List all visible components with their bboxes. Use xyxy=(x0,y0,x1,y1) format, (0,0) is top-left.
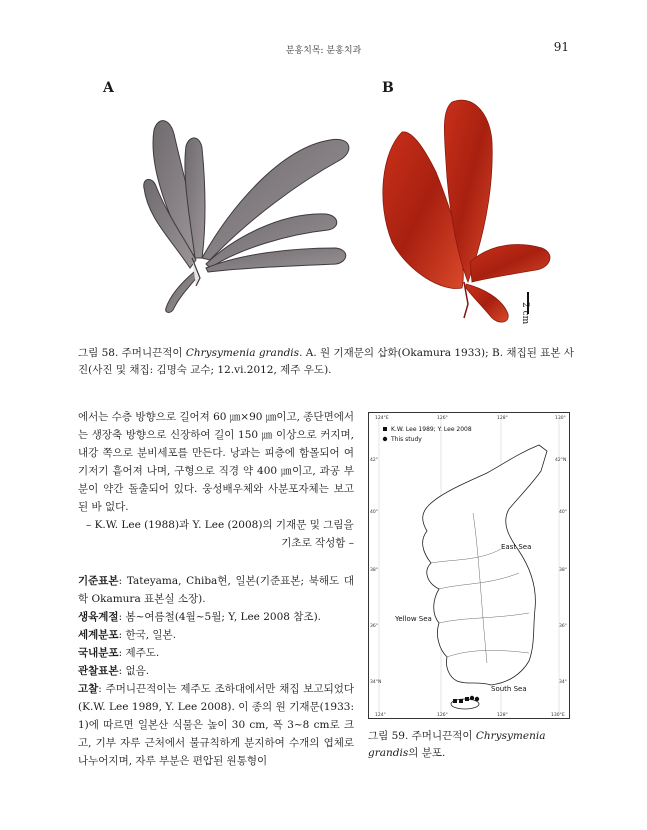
distribution-map xyxy=(368,412,570,719)
attribution-line-1: – K.W. Lee (1988)과 Y. Lee (2008)의 기재문 및 그림을 xyxy=(86,519,354,531)
field-value: : 없음. xyxy=(118,665,150,677)
blade-3 xyxy=(470,245,550,282)
field-key: 세계분포 xyxy=(78,629,119,641)
page-number: 91 xyxy=(553,40,569,54)
map-tick-top: 126° xyxy=(437,416,448,421)
record-circle xyxy=(475,697,479,701)
record-circle xyxy=(470,696,474,700)
photo-panel-b xyxy=(372,92,562,327)
map-tick-right: 34° xyxy=(559,680,567,685)
field-world-distribution xyxy=(78,626,354,644)
figure-59-caption xyxy=(368,728,573,762)
map-tick-bottom: 126° xyxy=(437,713,448,718)
field-key: 고찰 xyxy=(78,683,99,695)
field-type-specimen xyxy=(78,572,354,608)
map-tick-left: 40° xyxy=(370,510,378,515)
body-text-column xyxy=(78,408,354,770)
panel-label-a: A xyxy=(103,80,114,96)
map-tick-right: 40° xyxy=(559,510,567,515)
map-tick-right: 42°N xyxy=(555,458,567,463)
blade-4 xyxy=(466,284,508,322)
peninsula-outline xyxy=(423,445,547,685)
frond-4 xyxy=(202,139,349,260)
field-key: 생육계절 xyxy=(78,611,119,623)
field-remarks xyxy=(78,680,354,770)
legend-circle-marker xyxy=(383,437,387,441)
record-square xyxy=(453,699,457,703)
map-tick-bottom: 124° xyxy=(375,713,386,718)
field-value: : 주머니끈적이는 제주도 조하대에서만 채집 보고되었다(K.W. Lee 1989, Y. Lee 2008). 이 종의 원 기재문(1933: 1)에 따르면 일본산 식물은 높이 30 cm, 폭 3~8 cm로 크고, 기부 자루 근처에서 불규칙하게 분지하여 수개의 엽체로 나누어지며, 자루 부분은 편압된 원통형이 xyxy=(78,683,354,767)
field-list xyxy=(78,572,354,770)
field-value: : 봄~여름철(4월~5월; Y, Lee 2008 참조). xyxy=(118,611,322,623)
figure-59-caption-prefix: 그림 59. 주머니끈적이 xyxy=(368,730,476,742)
field-value: : 한국, 일본. xyxy=(118,629,177,641)
map-label-east-sea: East Sea xyxy=(501,543,532,551)
panel-label-b: B xyxy=(382,80,394,96)
figure-58-caption xyxy=(78,345,578,379)
field-key: 기준표본 xyxy=(78,575,119,587)
field-value: : Tateyama, Chiba현, 일본(기준표본; 북해도 대학 Okamura 표본실 소장). xyxy=(78,575,354,605)
attribution-line-2: 기초로 작성함 – xyxy=(281,537,354,549)
map-tick-left: 38° xyxy=(370,568,378,573)
map-tick-left: 36° xyxy=(370,624,378,629)
map-tick-top: 124°E xyxy=(375,416,389,421)
figure-58-caption-species: Chrysymenia grandis xyxy=(185,347,300,359)
legend-square-marker xyxy=(383,427,387,431)
map-tick-right: 38° xyxy=(559,568,567,573)
field-season xyxy=(78,608,354,626)
figure-59-caption-rest: 의 분포. xyxy=(408,747,446,759)
scale-bar-label: 2 cm xyxy=(520,302,530,325)
map-label-south-sea: South Sea xyxy=(491,685,527,693)
map-tick-top: 128° xyxy=(497,416,508,421)
record-square xyxy=(465,697,469,701)
legend-square-label: K.W. Lee 1989; Y. Lee 2008 xyxy=(391,426,472,433)
map-tick-left: 42° xyxy=(370,458,378,463)
map-tick-left: 34°N xyxy=(370,680,382,685)
figure-58-caption-rest: . A. 원 기재문의 삽화(Okamura 1933); B. 채집된 표본 사진(사진 및 채집: 김명숙 교수; 12.vi.2012, 제주 우도). xyxy=(78,347,574,376)
record-square xyxy=(459,699,463,703)
illustration-panel-a xyxy=(140,108,360,318)
frond-7 xyxy=(166,272,198,313)
field-value: : 제주도. xyxy=(118,647,160,659)
field-key: 관찰표본 xyxy=(78,665,119,677)
map-tick-bottom: 128° xyxy=(497,713,508,718)
map-tick-bottom: 130°E xyxy=(551,713,565,718)
map-tick-top: 130° xyxy=(555,416,566,421)
map-label-yellow-sea: Yellow Sea xyxy=(395,615,432,623)
map-tick-right: 36° xyxy=(559,624,567,629)
body-paragraph-1: 에서는 수층 방향으로 길어져 60 ㎛×90 ㎛이고, 종단면에서는 생장축 방향으로 신장하여 길이 150 ㎛ 이상으로 커지며, 내강 쪽으로 분비세포를 만든다. 낭과는 피층에 함몰되어 여기저기 흩어져 나며, 구형으로 직경 약 400 ㎛이고, 과공 부분이 약간 돌출되어 있다. 웅성배우체와 사분포자체는 보고된 바 없다. xyxy=(78,411,354,513)
figure-59-caption-species: Chrysymenia grandis xyxy=(368,730,546,759)
attribution xyxy=(78,516,354,552)
figure-58-caption-prefix: 그림 58. 주머니끈적이 xyxy=(78,347,186,359)
legend-circle-label: This study xyxy=(391,436,422,443)
field-key: 국내분포 xyxy=(78,647,119,659)
field-domestic-distribution xyxy=(78,644,354,662)
field-observed-specimen xyxy=(78,662,354,680)
running-head: 분홍치목: 분홍치과 xyxy=(285,46,362,56)
